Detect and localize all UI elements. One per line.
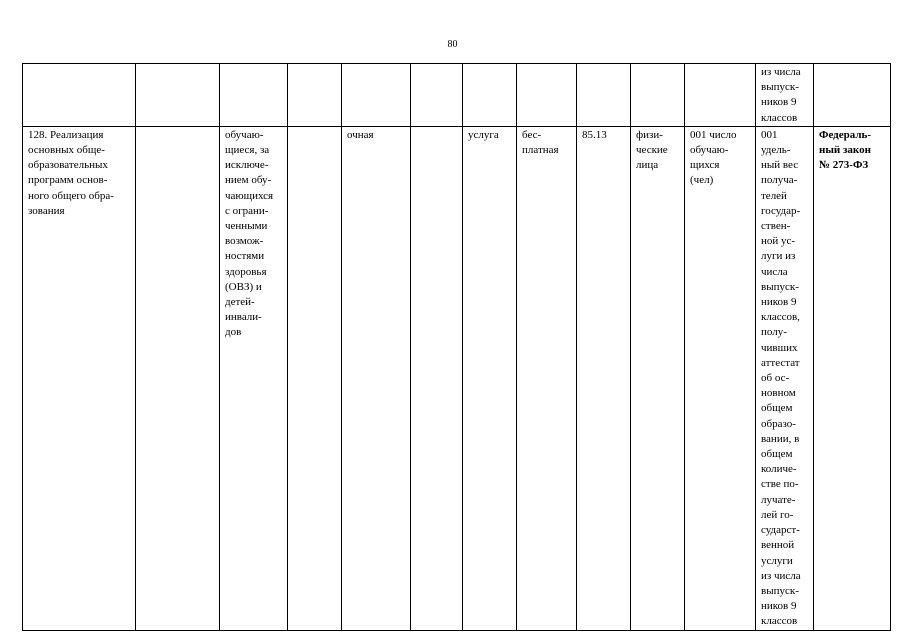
page-number: 80: [447, 39, 458, 50]
table-row-128: [23, 126, 891, 630]
volume-indicator-cell: 001 число обучаю- щихся (чел): [685, 126, 756, 630]
payment-cell: бес- платная: [517, 126, 577, 630]
quality-indicator-cell: 001 удель- ный вес получа- телей государ- ствен- ной ус- луги из числа выпуск- ников 9 классов, полу- чивших аттестат об ос- новном общем образо- вании, в общем количе- стве по- лучате- лей го- сударст- венной услуги из числа выпуск- ников 9 классов: [756, 126, 814, 630]
table-cell: [577, 64, 631, 127]
okved-code-cell: 85.13: [577, 126, 631, 630]
table-cell: [288, 126, 342, 630]
table-cell: [631, 64, 685, 127]
form-cell: очная: [342, 126, 411, 630]
table-cell: [288, 64, 342, 127]
table-cell: [411, 126, 463, 630]
table-cell: [220, 64, 288, 127]
service-name-cell: 128. Реализация основных обще- образовательных программ основ- ного общего обра- зования: [23, 126, 136, 630]
table-cell: [411, 64, 463, 127]
legal-basis-cell: Федераль- ный закон № 273-ФЗ: [814, 126, 891, 630]
table-cell: [342, 64, 411, 127]
table-cell: [136, 64, 220, 127]
table-cell: [685, 64, 756, 127]
table-row-continuation: [23, 64, 891, 127]
table-cell: [136, 126, 220, 630]
table-cell: [814, 64, 891, 127]
table-cell: из числа выпуск- ников 9 классов: [756, 64, 814, 127]
type-cell: услуга: [463, 126, 517, 630]
table-cell: [517, 64, 577, 127]
consumer-category-cell: обучаю- щиеся, за исключе- нием обу- чающихся с ограни- ченными возмож- ностями здоровья (ОВЗ) и детей- инвали- дов: [220, 126, 288, 630]
document-table: [22, 63, 891, 631]
recipient-category-cell: физи- ческие лица: [631, 126, 685, 630]
table-cell: [23, 64, 136, 127]
table-cell: [463, 64, 517, 127]
